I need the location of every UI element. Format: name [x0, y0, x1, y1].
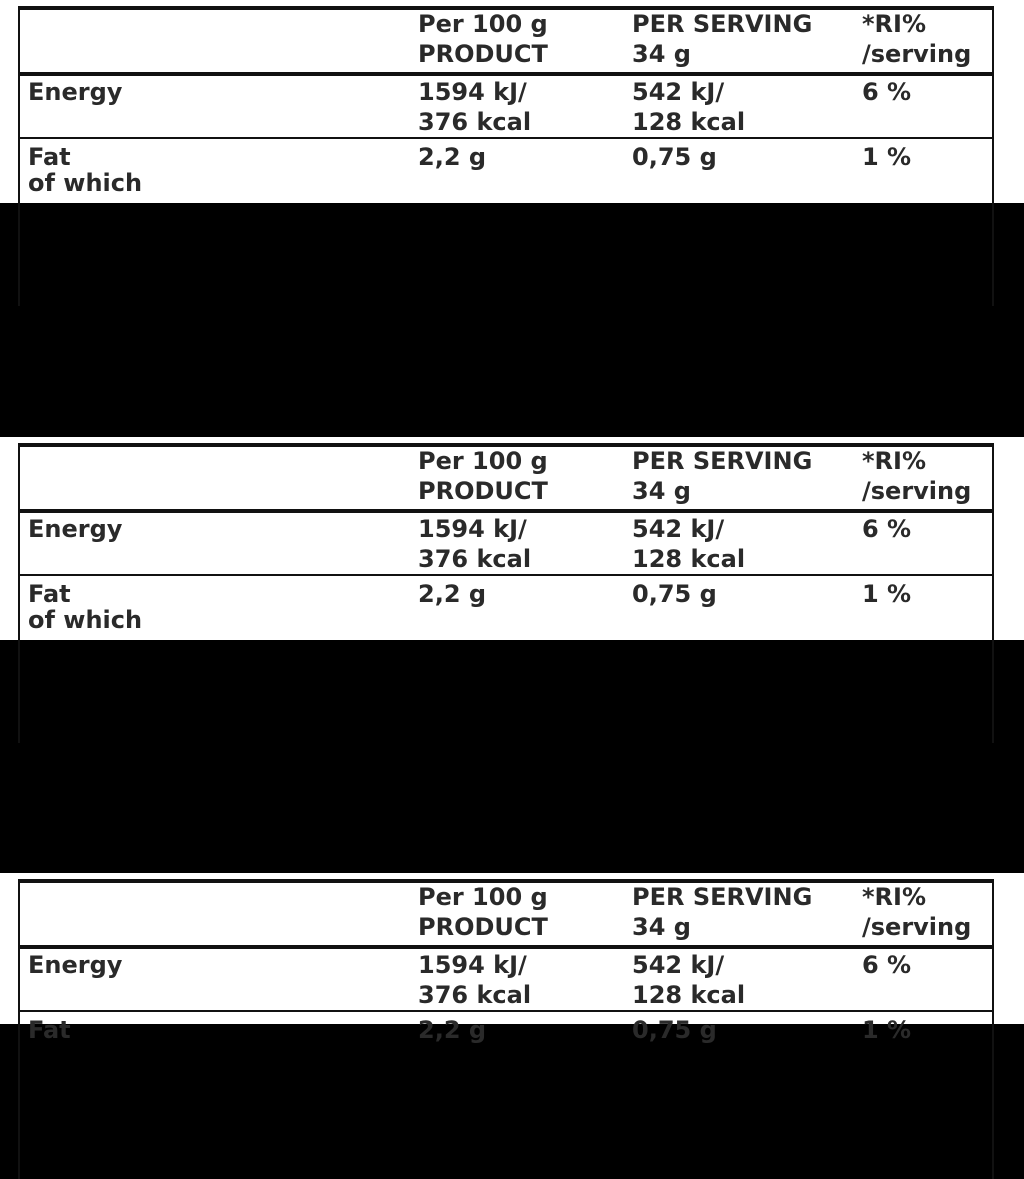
row-divider — [18, 137, 992, 139]
header-ri-line1: *RI% — [862, 447, 927, 475]
row-divider — [18, 574, 992, 576]
row-energy-per100-kcal: 376 kcal — [418, 981, 532, 1009]
header-serving-line1: PER SERVING — [632, 447, 813, 475]
table-right-border — [992, 443, 994, 743]
header-ri-line2: /serving — [862, 913, 972, 941]
header-ri-line1: *RI% — [862, 10, 927, 38]
header-per100-line1: Per 100 g — [418, 10, 548, 38]
table-right-border — [992, 6, 994, 306]
row-fat-per100: 2,2 g — [418, 143, 487, 171]
header-per100-line2: PRODUCT — [418, 40, 548, 68]
row-energy-serving-kcal: 128 kcal — [632, 108, 746, 136]
row-fat-name: Fat — [28, 1016, 71, 1044]
row-fat-serving: 0,75 g — [632, 580, 717, 608]
row-fat-serving: 0,75 g — [632, 143, 717, 171]
row-energy-per100: 1594 kJ/ — [418, 78, 527, 106]
label-strip-1 — [0, 0, 1024, 203]
row-fat-per100: 2,2 g — [418, 580, 487, 608]
label-strip-3 — [0, 873, 1024, 1044]
row-fat-name: Fat — [28, 580, 71, 608]
row-energy-serving-kcal: 128 kcal — [632, 545, 746, 573]
row-energy-serving: 542 kJ/ — [632, 951, 725, 979]
header-per100-line1: Per 100 g — [418, 447, 548, 475]
header-serving-line2: 34 g — [632, 477, 691, 505]
row-energy-name: Energy — [28, 515, 123, 543]
label-strip-2 — [0, 437, 1024, 640]
row-fat-subname: of which — [28, 169, 143, 197]
row-energy-serving: 542 kJ/ — [632, 78, 725, 106]
row-energy-ri: 6 % — [862, 515, 912, 543]
row-fat-ri: 1 % — [862, 143, 912, 171]
header-serving-line1: PER SERVING — [632, 10, 813, 38]
header-per100-line2: PRODUCT — [418, 477, 548, 505]
row-divider — [18, 1010, 992, 1012]
nutrition-table — [0, 437, 1024, 737]
row-fat-subname: of which — [28, 606, 143, 634]
header-ri-line2: /serving — [862, 477, 972, 505]
table-left-border — [18, 443, 20, 743]
row-energy-serving: 542 kJ/ — [632, 515, 725, 543]
row-energy-per100-kcal: 376 kcal — [418, 545, 532, 573]
header-serving-line2: 34 g — [632, 913, 691, 941]
row-fat-serving: 0,75 g — [632, 1016, 717, 1044]
header-ri-line2: /serving — [862, 40, 972, 68]
row-energy-name: Energy — [28, 78, 123, 106]
header-divider — [18, 945, 992, 949]
row-fat-ri: 1 % — [862, 1016, 912, 1044]
header-ri-line1: *RI% — [862, 883, 927, 911]
table-right-border — [992, 879, 994, 1179]
header-per100-line2: PRODUCT — [418, 913, 548, 941]
header-divider — [18, 72, 992, 76]
nutrition-table — [0, 0, 1024, 300]
row-fat-ri: 1 % — [862, 580, 912, 608]
row-energy-per100: 1594 kJ/ — [418, 515, 527, 543]
header-per100-line1: Per 100 g — [418, 883, 548, 911]
row-energy-serving-kcal: 128 kcal — [632, 981, 746, 1009]
header-serving-line1: PER SERVING — [632, 883, 813, 911]
row-energy-per100-kcal: 376 kcal — [418, 108, 532, 136]
row-fat-per100: 2,2 g — [418, 1016, 487, 1044]
nutrition-table — [0, 873, 1024, 1173]
row-energy-name: Energy — [28, 951, 123, 979]
table-left-border — [18, 6, 20, 306]
row-fat-name: Fat — [28, 143, 71, 171]
row-energy-ri: 6 % — [862, 951, 912, 979]
row-energy-per100: 1594 kJ/ — [418, 951, 527, 979]
row-energy-ri: 6 % — [862, 78, 912, 106]
header-serving-line2: 34 g — [632, 40, 691, 68]
table-left-border — [18, 879, 20, 1179]
header-divider — [18, 509, 992, 513]
